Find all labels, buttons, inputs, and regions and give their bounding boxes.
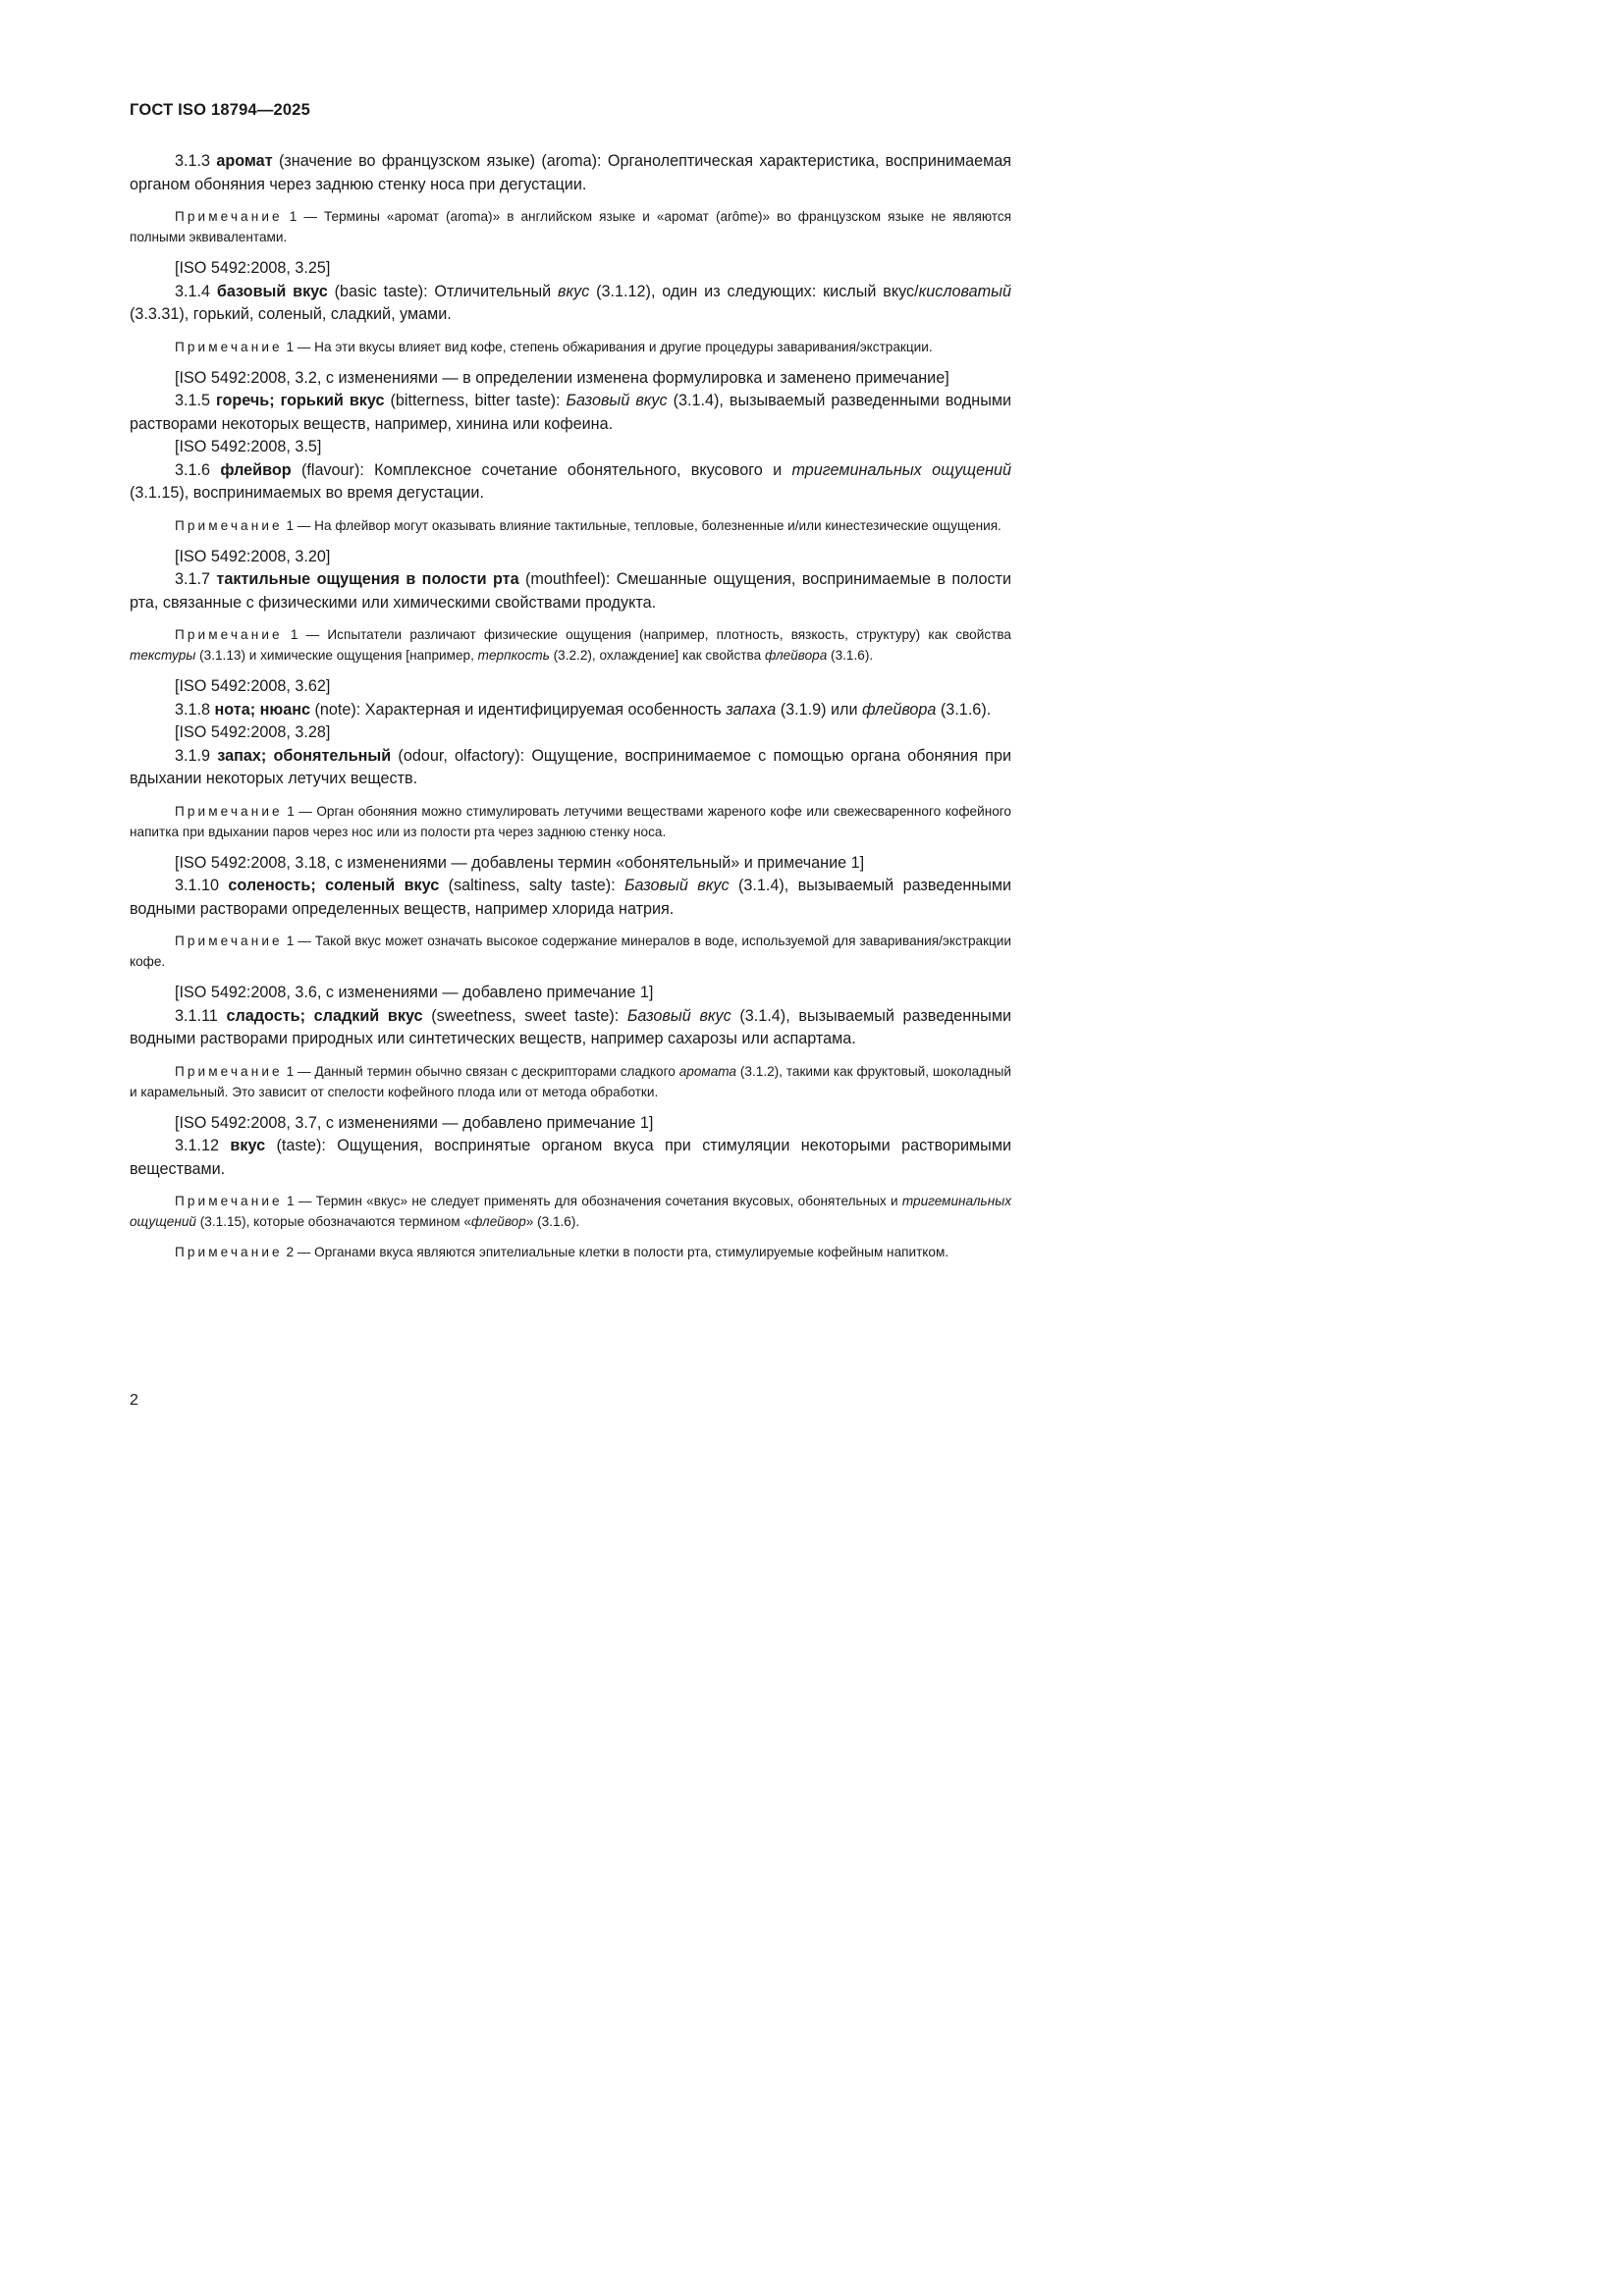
reference-text: [ISO 5492:2008, 3.6, с изменениями — добавлено примечание 1] xyxy=(175,984,654,1001)
term-number: 3.1.11 xyxy=(175,1006,218,1025)
source-reference xyxy=(130,1112,1011,1136)
definition-note xyxy=(130,1061,1011,1102)
text-run: (basic taste): Отличительный xyxy=(327,282,559,300)
note-index: 1 xyxy=(290,627,298,642)
italic-term-reference: флейвора xyxy=(764,648,828,663)
paragraph-spacer xyxy=(130,196,1011,206)
italic-term-reference: флейвор xyxy=(471,1214,526,1229)
term-definition xyxy=(130,699,1011,722)
paragraph-spacer xyxy=(130,921,1011,931)
note-label: Примечание xyxy=(175,209,283,224)
text-run: (note): Характерная и идентифицируемая особенность xyxy=(309,700,727,719)
italic-term-reference: аромата xyxy=(678,1063,736,1079)
italic-term-reference: вкус xyxy=(558,282,590,300)
italic-term-reference: кисловатый xyxy=(918,282,1011,300)
definition-note xyxy=(130,931,1011,972)
text-run: (odour, olfactory): Ощущение, воспринимаемое с помощью органа обоняния при вдыхании некоторых летучих веществ. xyxy=(130,746,1011,787)
reference-text: [ISO 5492:2008, 3.25] xyxy=(175,259,331,277)
term-name: запах; обонятельный xyxy=(217,746,392,765)
definition-note xyxy=(130,624,1011,666)
term-number: 3.1.6 xyxy=(175,460,211,479)
paragraph-spacer xyxy=(130,536,1011,546)
note-label: Примечание xyxy=(175,1063,283,1079)
italic-term-reference: Базовый вкус xyxy=(626,1006,731,1025)
text-run: (3.1.12), один из следующих: кислый вкус/ xyxy=(589,282,919,300)
term-definition xyxy=(130,568,1011,614)
term-definition xyxy=(130,745,1011,791)
italic-term-reference: текстуры xyxy=(130,648,196,663)
text-run: (bitterness, bitter taste): xyxy=(384,392,567,409)
term-name: нота; нюанс xyxy=(214,700,310,719)
text-run: (значение во французском языке) (aroma): Органолептическая характеристика, воспринимаемая органом обоняния через заднюю стенку носа при дегустации. xyxy=(130,152,1011,193)
term-name: аромат xyxy=(216,152,273,170)
italic-term-reference: терпкость xyxy=(477,648,550,663)
note-label: Примечание xyxy=(175,934,283,948)
paragraph-spacer xyxy=(130,972,1011,982)
term-definition xyxy=(130,150,1011,196)
term-definition xyxy=(130,281,1011,327)
text-run: (3.3.31), горький, соленый, сладкий, умами. xyxy=(130,305,452,323)
text-run: — Термин «вкус» не следует применять для обозначения сочетания вкусовых, обонятельных и xyxy=(294,1194,902,1208)
definition-note xyxy=(130,1191,1011,1232)
term-name: соленость; соленый вкус xyxy=(228,877,440,894)
term-number: 3.1.5 xyxy=(175,392,211,409)
text-run: (3.1.4), вызываемый разведенными водными растворами определенных веществ, например хлорида натрия. xyxy=(130,877,1012,918)
text-run: — Испытатели различают физические ощущения (например, плотность, вязкость, структуру) как свойства xyxy=(298,627,1011,642)
term-number: 3.1.3 xyxy=(175,152,211,170)
term-name: тактильные ощущения в полости рта xyxy=(216,570,519,588)
definition-note xyxy=(130,337,1011,357)
paragraph-spacer xyxy=(130,247,1011,257)
paragraph-spacer xyxy=(130,1051,1011,1061)
source-reference xyxy=(130,721,1011,745)
note-label: Примечание xyxy=(175,339,283,354)
text-run: (flavour): Комплексное сочетание обонятельного, вкусового и xyxy=(291,460,792,479)
text-run: (sweetness, sweet taste): xyxy=(422,1006,627,1025)
definition-note xyxy=(130,1242,1011,1262)
note-index: 1 xyxy=(289,209,298,224)
italic-term-reference: Базовый вкус xyxy=(566,392,668,409)
paragraph-spacer xyxy=(130,1102,1011,1112)
term-definition xyxy=(130,1135,1011,1181)
text-run: (3.1.15), воспринимаемых во время дегустации. xyxy=(130,484,484,502)
term-number: 3.1.7 xyxy=(175,570,211,588)
note-index: 2 xyxy=(286,1245,295,1259)
italic-term-reference: запаха xyxy=(726,700,777,719)
reference-text: [ISO 5492:2008, 3.28] xyxy=(175,723,331,741)
definition-note xyxy=(130,515,1011,536)
text-run: (3.1.13) и химические ощущения [например, xyxy=(195,648,478,663)
text-run: — На флейвор могут оказывать влияние тактильные, тепловые, болезненные и/или кинестезические ощущения. xyxy=(294,517,1001,533)
paragraph-spacer xyxy=(130,1232,1011,1242)
text-run: — Данный термин обычно связан с дескрипторами сладкого xyxy=(294,1063,679,1079)
term-number: 3.1.10 xyxy=(175,877,220,894)
italic-term-reference: тригеминальных ощущений xyxy=(791,460,1012,479)
note-index: 1 xyxy=(286,1063,295,1079)
reference-text: [ISO 5492:2008, 3.5] xyxy=(175,438,322,455)
reference-text: [ISO 5492:2008, 3.18, с изменениями — добавлены термин «обонятельный» и примечание 1] xyxy=(175,853,865,872)
note-index: 1 xyxy=(287,1194,295,1208)
text-run: (3.1.6). xyxy=(827,648,874,663)
italic-term-reference: Базовый вкус xyxy=(624,877,730,894)
note-label: Примечание xyxy=(175,517,283,533)
reference-text: [ISO 5492:2008, 3.20] xyxy=(175,547,331,565)
text-run: — На эти вкусы влияет вид кофе, степень обжаривания и другие процедуры заваривания/экстракции. xyxy=(294,339,933,354)
reference-text: [ISO 5492:2008, 3.2, с изменениями — в определении изменена формулировка и заменено примечание] xyxy=(175,368,949,387)
term-name: сладость; сладкий вкус xyxy=(226,1006,423,1025)
document-header: ГОСТ ISO 18794—2025 xyxy=(130,101,311,119)
text-run: (3.1.2), такими как фруктовый, шоколадный и карамельный. Это зависит от спелости кофейного плода или от метода обработки. xyxy=(130,1063,1012,1099)
definition-note xyxy=(130,801,1011,842)
term-name: вкус xyxy=(230,1137,266,1154)
text-run: (saltiness, salty taste): xyxy=(439,877,625,894)
text-run: » (3.1.6). xyxy=(525,1214,580,1229)
term-number: 3.1.9 xyxy=(175,746,211,765)
term-definition xyxy=(130,1005,1011,1051)
text-run: (3.1.6). xyxy=(936,700,992,719)
note-label: Примечание xyxy=(175,1245,283,1259)
source-reference xyxy=(130,257,1011,281)
reference-text: [ISO 5492:2008, 3.62] xyxy=(175,677,331,695)
text-run: (3.1.4), вызываемый разведенными водными растворами природных или синтетических веществ, например сахарозы или аспартама. xyxy=(130,1006,1011,1047)
note-label: Примечание xyxy=(175,803,283,819)
italic-term-reference: флейвора xyxy=(862,700,937,719)
paragraph-spacer xyxy=(130,506,1011,515)
text-run: — Термины «аромат (aroma)» в английском языке и «аромат (arôme)» во французском языке не являются полными эквивалентами. xyxy=(130,209,1011,244)
text-run: — Такой вкус может означать высокое содержание минералов в воде, используемой для заваривания/экстракции кофе. xyxy=(130,934,1011,969)
note-label: Примечание xyxy=(175,1194,283,1208)
term-name: флейвор xyxy=(220,460,292,479)
term-name: базовый вкус xyxy=(216,282,328,300)
text-run: (taste): Ощущения, воспринятые органом вкуса при стимуляции некоторыми растворимыми веществами. xyxy=(130,1137,1011,1178)
document-body xyxy=(130,150,1011,1262)
document-page xyxy=(0,0,1084,1532)
paragraph-spacer xyxy=(130,842,1011,852)
note-index: 1 xyxy=(286,934,295,948)
text-run: (mouthfeel): Смешанные ощущения, воспринимаемые в полости рта, связанные с физическими или химическими свойствами продукта. xyxy=(130,570,1012,612)
definition-note xyxy=(130,206,1011,247)
italic-term-reference: тригеминальных ощущений xyxy=(130,1194,1011,1229)
note-index: 1 xyxy=(286,339,295,354)
paragraph-spacer xyxy=(130,1181,1011,1191)
text-run: — Орган обоняния можно стимулировать летучими веществами жареного кофе или свежесваренного кофейного напитка при вдыхании паров через нос или из полости рта через заднюю стенку носа. xyxy=(130,803,1011,839)
term-definition xyxy=(130,459,1011,506)
term-definition xyxy=(130,390,1011,436)
text-run: — Органами вкуса являются эпителиальные клетки в полости рта, стимулируемые кофейным напитком. xyxy=(294,1245,949,1259)
reference-text: [ISO 5492:2008, 3.7, с изменениями — добавлено примечание 1] xyxy=(175,1113,654,1132)
note-index: 1 xyxy=(287,803,295,819)
term-number: 3.1.12 xyxy=(175,1137,220,1154)
paragraph-spacer xyxy=(130,666,1011,675)
text-run: (3.1.9) или xyxy=(776,700,863,719)
page-number: 2 xyxy=(130,1392,138,1409)
term-number: 3.1.8 xyxy=(175,700,211,719)
note-index: 1 xyxy=(286,517,295,533)
paragraph-spacer xyxy=(130,357,1011,367)
term-number: 3.1.4 xyxy=(175,282,211,300)
source-reference xyxy=(130,675,1011,699)
source-reference xyxy=(130,436,1011,459)
source-reference xyxy=(130,982,1011,1005)
source-reference xyxy=(130,852,1011,876)
text-run: (3.1.15), которые обозначаются термином « xyxy=(195,1214,471,1229)
text-run: (3.2.2), охлаждение] как свойства xyxy=(549,648,765,663)
source-reference xyxy=(130,367,1011,391)
paragraph-spacer xyxy=(130,614,1011,624)
paragraph-spacer xyxy=(130,327,1011,337)
source-reference xyxy=(130,546,1011,569)
term-definition xyxy=(130,875,1011,921)
text-run: (3.1.4), вызываемый разведенными водными растворами некоторых веществ, например, хинина или кофеина. xyxy=(130,392,1012,433)
note-label: Примечание xyxy=(175,627,283,642)
paragraph-spacer xyxy=(130,791,1011,801)
term-name: горечь; горький вкус xyxy=(216,392,385,409)
